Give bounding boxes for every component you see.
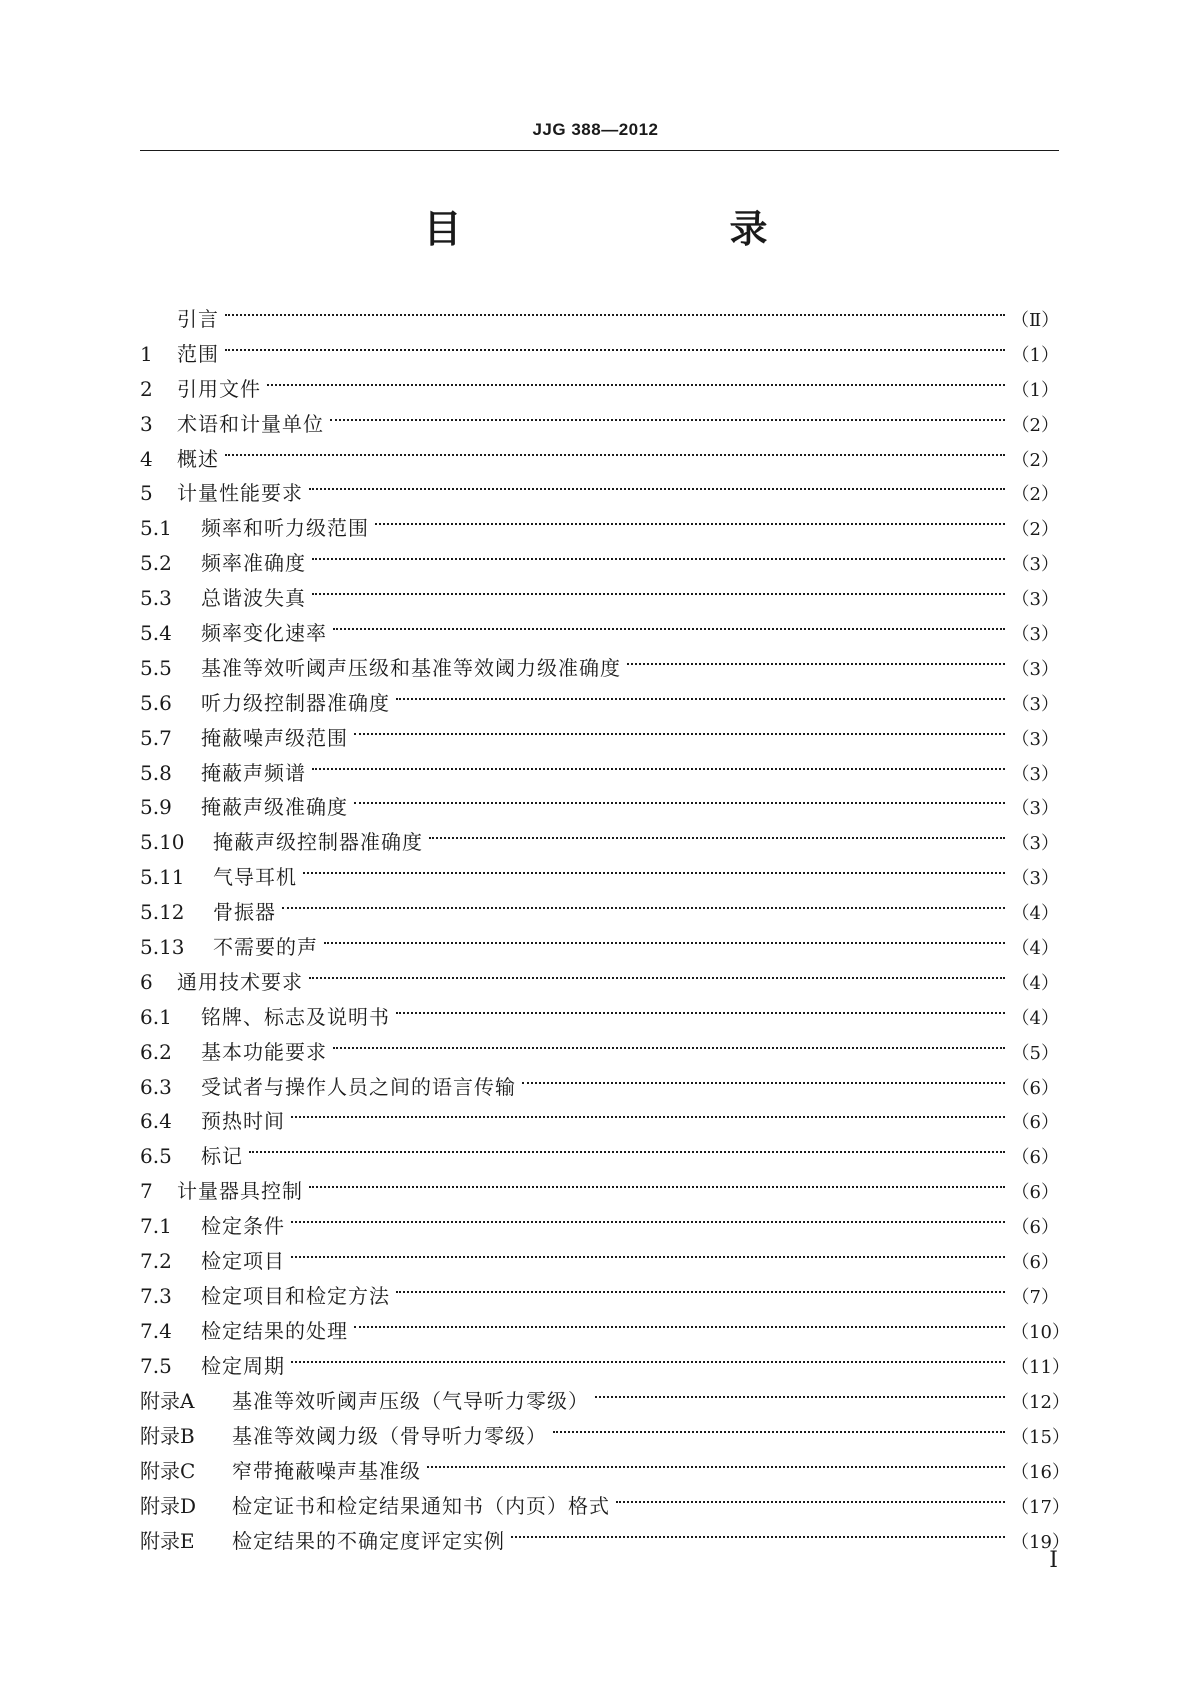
toc-dot-leader — [522, 1060, 1005, 1094]
toc-entry-label: 范围 — [177, 341, 219, 366]
toc-entry-label: 频率和听力级范围 — [201, 516, 369, 541]
toc-entry-page: （6） — [1011, 1112, 1059, 1134]
toc-entry-number: 5.8 — [140, 760, 172, 785]
toc-entry-label: 掩蔽声级准确度 — [201, 795, 348, 820]
toc-entry-page: （3） — [1011, 658, 1059, 680]
toc-entry-label: 检定证书和检定结果通知书（内页）格式 — [232, 1494, 610, 1519]
toc-entry-number: 5.13 — [140, 935, 185, 960]
toc-entry[interactable] — [140, 397, 1059, 436]
toc-entry-page: （2） — [1011, 414, 1059, 436]
toc-entry-label: 标记 — [201, 1144, 243, 1169]
toc-entry-number: 6.5 — [140, 1144, 172, 1169]
toc-dot-leader — [267, 362, 1005, 396]
toc-dot-leader — [309, 955, 1005, 989]
toc-entry-label: 检定结果的不确定度评定实例 — [232, 1529, 505, 1554]
toc-entry-label: 计量器具控制 — [177, 1179, 303, 1204]
toc-entry-label: 窄带掩蔽噪声基准级 — [232, 1458, 421, 1483]
toc-entry-number: 6.4 — [140, 1109, 172, 1134]
toc-entry-page: （15） — [1011, 1426, 1070, 1448]
toc-entry-page: （6） — [1011, 1077, 1059, 1099]
toc-entry-number: 5.10 — [140, 830, 185, 855]
toc-entry-number: 6.2 — [140, 1039, 172, 1064]
toc-entry-number: 6.3 — [140, 1074, 172, 1099]
toc-dot-leader — [225, 292, 1005, 326]
toc-dot-leader — [616, 1479, 1005, 1513]
toc-entry-number: 7.3 — [140, 1283, 172, 1308]
toc-entry-number: 6 — [140, 969, 153, 994]
toc-dot-leader — [333, 1025, 1005, 1059]
toc-entry-number: 7.1 — [140, 1214, 172, 1239]
toc-entry-label: 骨振器 — [213, 900, 276, 925]
toc-entry-label: 预热时间 — [201, 1109, 285, 1134]
toc-entry[interactable] — [140, 920, 1059, 960]
toc-entry-page: （Ⅱ） — [1011, 310, 1060, 331]
toc-entry-label: 检定结果的处理 — [201, 1318, 348, 1343]
page-folio: Ⅰ — [1049, 1548, 1058, 1573]
toc-dot-leader — [291, 1094, 1005, 1128]
toc-entry-number: 5.12 — [140, 900, 185, 925]
toc-dot-leader — [303, 850, 1005, 884]
toc-entry-page: （17） — [1011, 1497, 1070, 1519]
toc-dot-leader — [249, 1129, 1005, 1163]
toc-entry-page: （19） — [1011, 1532, 1070, 1554]
toc-entry-page: （3） — [1011, 554, 1059, 576]
toc-dot-leader — [354, 780, 1005, 814]
toc-dot-leader — [553, 1409, 1005, 1443]
toc-entry-page: （11） — [1011, 1356, 1070, 1378]
toc-entry-number: 附录C — [140, 1458, 196, 1483]
toc-entry-page: （10） — [1011, 1321, 1070, 1343]
toc-entry-label: 掩蔽声级控制器准确度 — [213, 830, 423, 855]
toc-dot-leader — [627, 641, 1005, 675]
toc-entry[interactable] — [140, 362, 1059, 401]
toc-entry-number: 2 — [140, 376, 153, 401]
toc-entry-number: 7.2 — [140, 1249, 172, 1274]
toc-entry-label: 检定条件 — [201, 1214, 285, 1239]
toc-dot-leader — [333, 606, 1005, 640]
toc-entry-page: （6） — [1011, 1147, 1059, 1169]
toc-entry[interactable] — [140, 466, 1059, 506]
toc-entry[interactable] — [140, 292, 1060, 331]
toc-entry-label: 检定项目和检定方法 — [201, 1283, 390, 1308]
toc-dot-leader — [291, 1199, 1005, 1233]
toc-entry-label: 基准等效听阈声压级（气导听力零级） — [232, 1388, 589, 1413]
toc-entry-label: 概述 — [177, 446, 219, 471]
toc-entry-page: （6） — [1011, 1217, 1059, 1239]
toc-entry-label: 总谐波失真 — [201, 586, 306, 611]
toc-entry-label: 气导耳机 — [213, 865, 297, 890]
toc-entry-number: 附录E — [140, 1529, 195, 1554]
toc-dot-leader — [312, 571, 1005, 605]
toc-entry-page: （4） — [1011, 1007, 1059, 1029]
toc-dot-leader — [396, 990, 1005, 1024]
toc-entry-number: 5.1 — [140, 516, 172, 541]
toc-entry[interactable] — [140, 1129, 1059, 1169]
toc-entry-page: （3） — [1011, 763, 1059, 785]
toc-dot-leader — [595, 1374, 1005, 1408]
toc-dot-leader — [396, 676, 1005, 710]
toc-entry-page: （2） — [1011, 484, 1059, 506]
toc-entry-number: 5.5 — [140, 655, 172, 680]
toc-entry-page: （3） — [1011, 798, 1059, 820]
toc-entry[interactable] — [140, 432, 1059, 471]
toc-entry-page: （1） — [1011, 379, 1059, 401]
toc-entry-page: （6） — [1011, 1182, 1059, 1204]
toc-entry-label: 引用文件 — [177, 376, 261, 401]
toc-entry[interactable] — [140, 327, 1059, 366]
toc-dot-leader — [330, 397, 1005, 431]
toc-dot-leader — [225, 432, 1005, 466]
toc-dot-leader — [429, 815, 1005, 849]
toc-entry-label: 计量性能要求 — [177, 481, 303, 506]
toc-entry-label: 检定周期 — [201, 1353, 285, 1378]
toc-entry-page: （2） — [1011, 519, 1059, 541]
toc-entry-page: （3） — [1011, 589, 1059, 611]
toc-entry-number: 5.9 — [140, 795, 172, 820]
toc-entry-page: （3） — [1011, 833, 1059, 855]
toc-entry-label: 通用技术要求 — [177, 969, 303, 994]
toc-entry-page: （4） — [1011, 972, 1059, 994]
toc-dot-leader — [312, 746, 1005, 780]
toc-entry-page: （4） — [1011, 903, 1059, 925]
toc-entry-page: （5） — [1011, 1042, 1059, 1064]
toc-dot-leader — [282, 885, 1005, 919]
toc-entry-number: 附录D — [140, 1494, 197, 1519]
toc-entry-page: （6） — [1011, 1252, 1059, 1274]
table-of-contents — [140, 292, 1070, 1554]
toc-entry-label: 听力级控制器准确度 — [201, 690, 390, 715]
toc-entry-label: 引言 — [177, 307, 219, 331]
toc-entry-page: （3） — [1011, 728, 1059, 750]
toc-entry-number: 附录A — [140, 1388, 195, 1413]
toc-dot-leader — [427, 1444, 1005, 1478]
toc-dot-leader — [375, 501, 1005, 535]
toc-dot-leader — [354, 711, 1005, 745]
toc-entry-label: 铭牌、标志及说明书 — [201, 1004, 390, 1029]
toc-entry-label: 基本功能要求 — [201, 1039, 327, 1064]
toc-entry-label: 掩蔽声频谱 — [201, 760, 306, 785]
toc-dot-leader — [225, 327, 1005, 361]
toc-dot-leader — [309, 1164, 1005, 1198]
toc-entry-number: 7 — [140, 1179, 153, 1204]
toc-entry-number: 5.11 — [140, 865, 185, 890]
toc-entry-label: 不需要的声 — [213, 935, 318, 960]
toc-entry-page: （2） — [1011, 449, 1059, 471]
page-title: 目 录 — [423, 207, 832, 251]
toc-entry-number: 5.7 — [140, 725, 172, 750]
toc-entry-number: 3 — [140, 411, 153, 436]
toc-entry-number: 5.4 — [140, 621, 172, 646]
toc-entry-page: （3） — [1011, 624, 1059, 646]
header-rule — [140, 150, 1059, 151]
toc-entry-page: （3） — [1011, 693, 1059, 715]
toc-dot-leader — [291, 1339, 1005, 1373]
toc-dot-leader — [354, 1304, 1005, 1338]
toc-entry-number: 6.1 — [140, 1004, 172, 1029]
toc-entry-page: （7） — [1011, 1286, 1059, 1308]
toc-entry-label: 频率变化速率 — [201, 621, 327, 646]
toc-entry-number: 5.2 — [140, 551, 172, 576]
toc-entry-number: 5 — [140, 481, 153, 506]
toc-entry-label: 受试者与操作人员之间的语言传输 — [201, 1074, 516, 1099]
toc-entry-number: 5.3 — [140, 586, 172, 611]
toc-entry-number: 附录B — [140, 1423, 195, 1448]
document-header: JJG 388—2012 — [532, 120, 659, 139]
toc-dot-leader — [396, 1269, 1005, 1303]
toc-dot-leader — [312, 536, 1005, 570]
toc-entry-label: 术语和计量单位 — [177, 411, 324, 436]
toc-entry-number: 7.4 — [140, 1318, 172, 1343]
toc-dot-leader — [324, 920, 1005, 954]
toc-entry-page: （1） — [1011, 344, 1059, 366]
toc-entry-page: （16） — [1011, 1461, 1070, 1483]
toc-entry-label: 检定项目 — [201, 1249, 285, 1274]
toc-entry-number: 5.6 — [140, 690, 172, 715]
toc-entry-page: （3） — [1011, 868, 1059, 890]
toc-entry-label: 频率准确度 — [201, 551, 306, 576]
toc-entry-label: 基准等效听阈声压级和基准等效阈力级准确度 — [201, 655, 621, 680]
toc-entry-label: 掩蔽噪声级范围 — [201, 725, 348, 750]
toc-entry-label: 基准等效阈力级（骨导听力零级） — [232, 1423, 547, 1448]
toc-entry-number: 4 — [140, 446, 153, 471]
toc-dot-leader — [291, 1234, 1005, 1268]
toc-entry[interactable] — [140, 1164, 1059, 1204]
toc-entry-page: （4） — [1011, 938, 1059, 960]
toc-entry-number: 7.5 — [140, 1353, 172, 1378]
toc-entry-page: （12） — [1011, 1391, 1070, 1413]
toc-dot-leader — [309, 466, 1005, 500]
toc-dot-leader — [511, 1514, 1005, 1548]
toc-entry-number: 1 — [140, 341, 153, 366]
